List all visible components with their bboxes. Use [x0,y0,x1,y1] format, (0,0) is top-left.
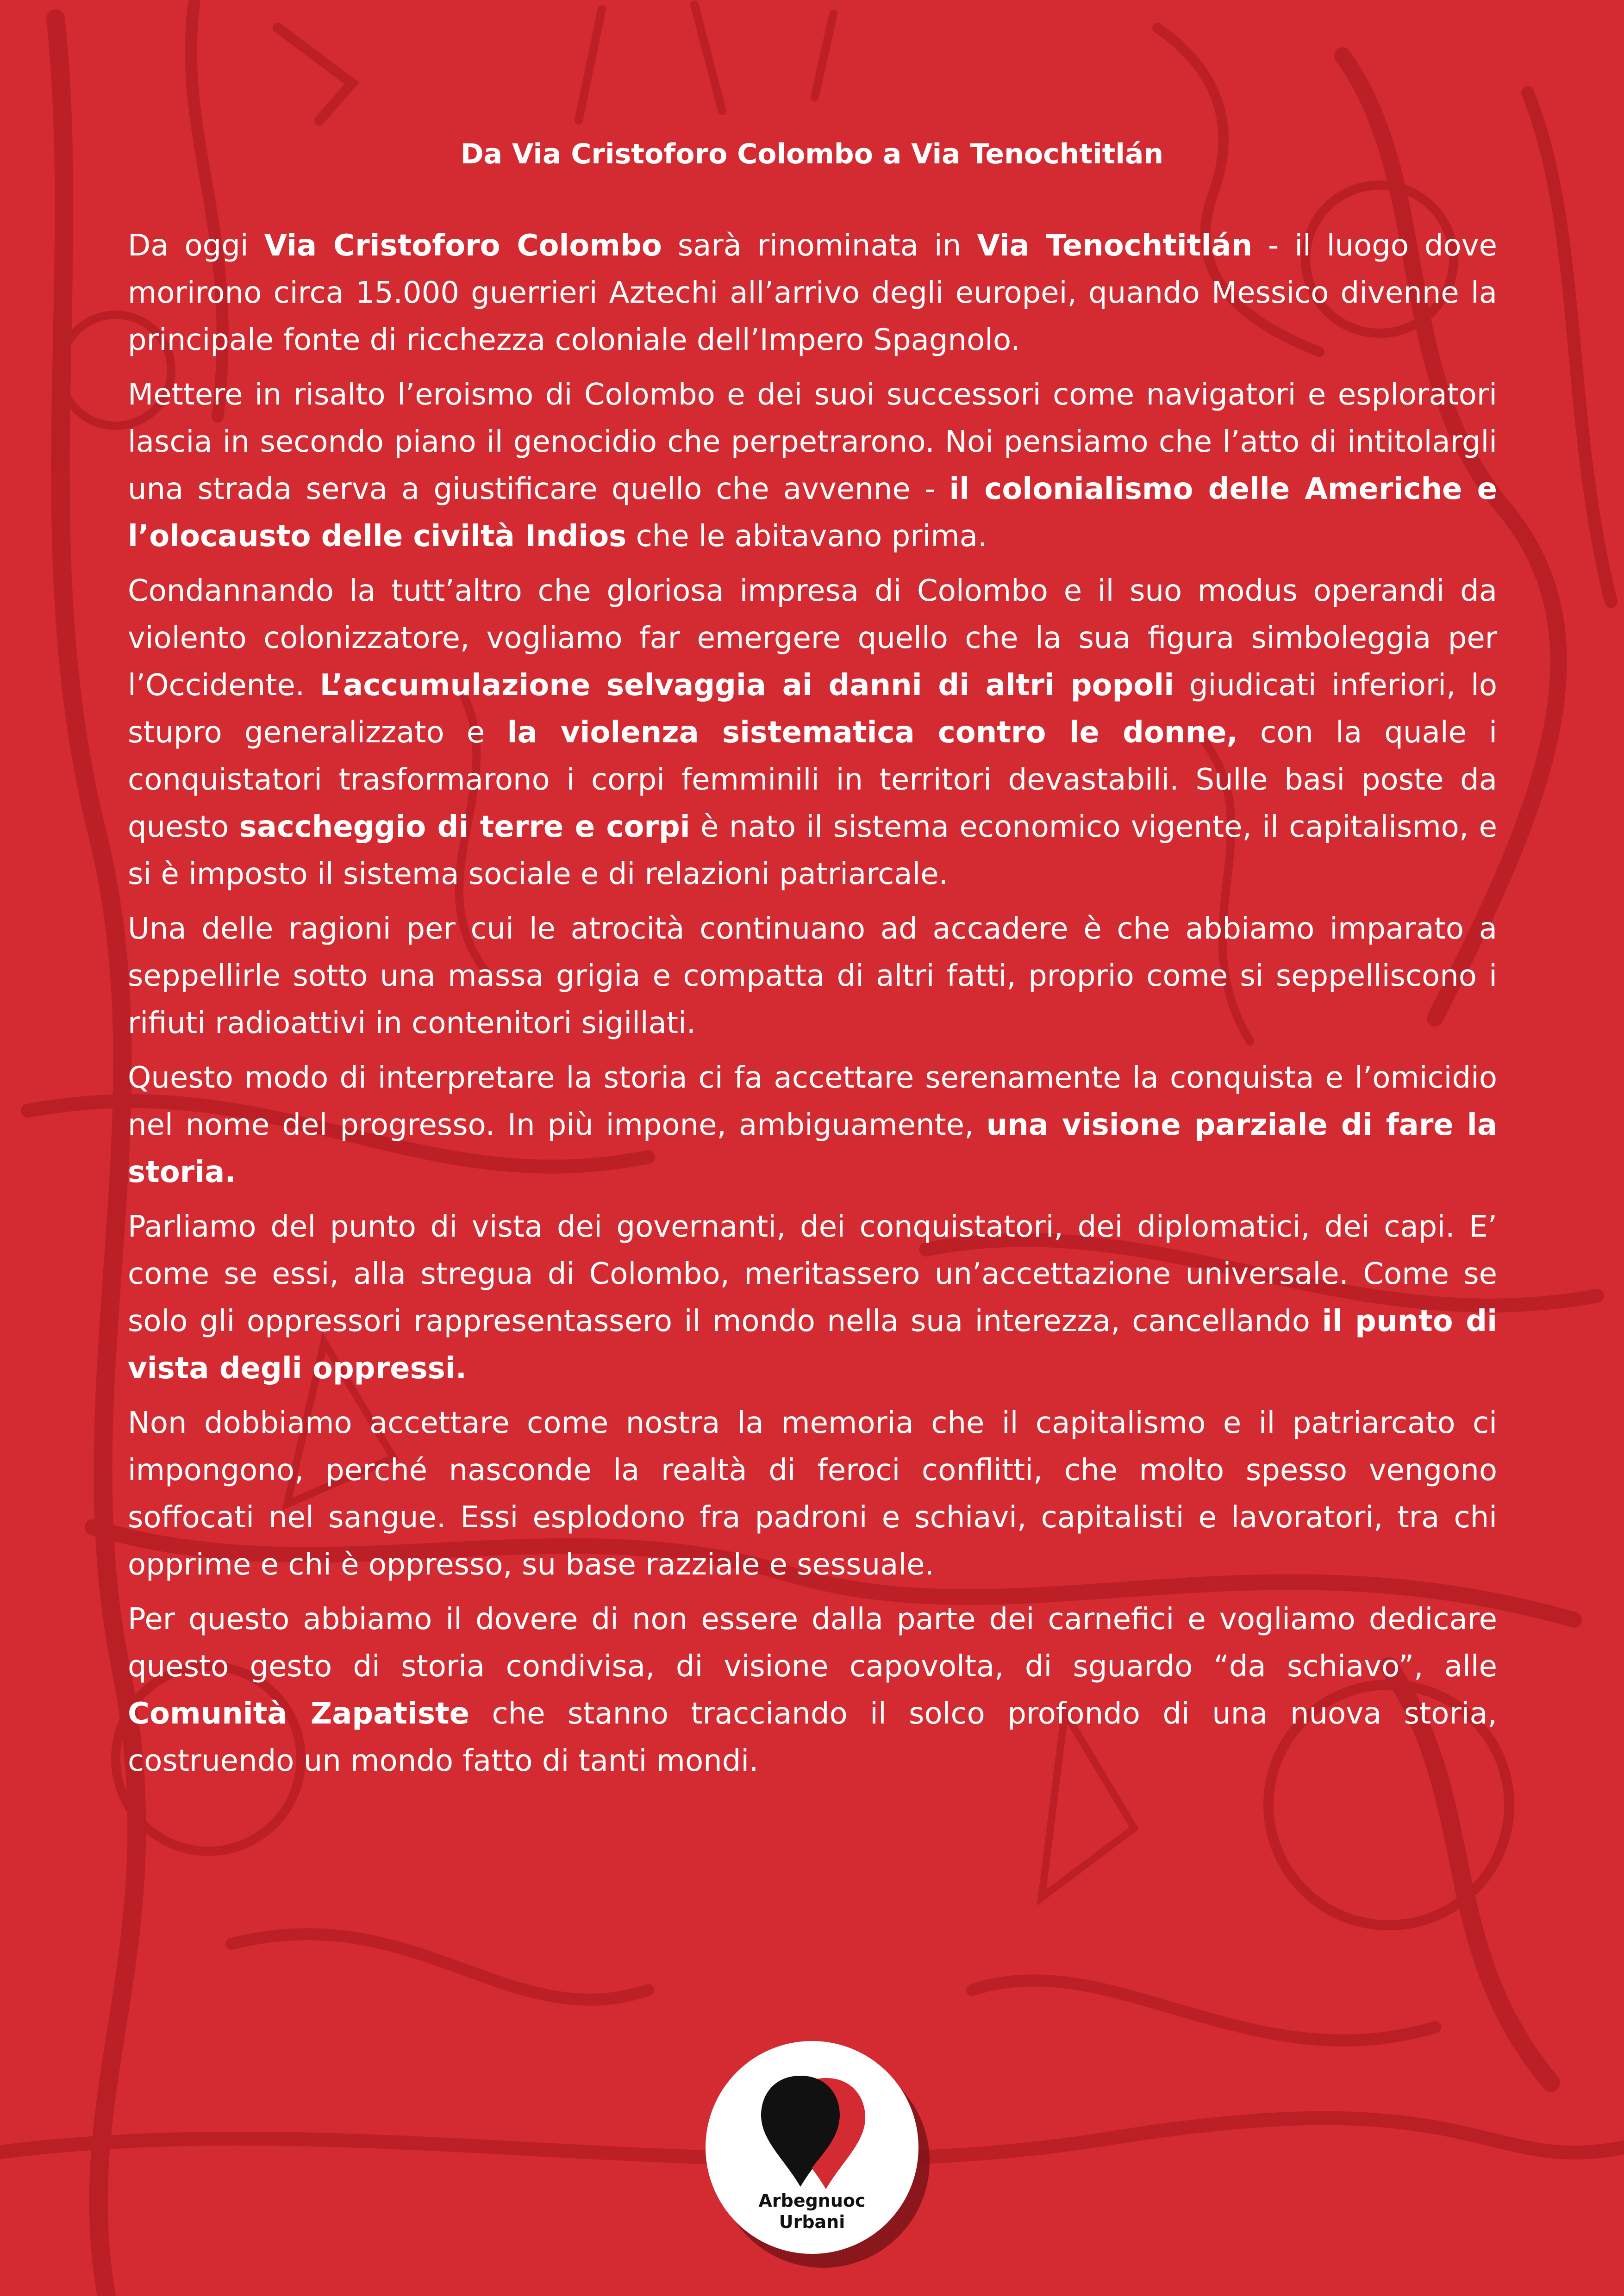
emphasis-text: una visione parziale di fare la storia. [128,1108,1498,1189]
emphasis-text: il colonialismo delle Americhe e l’olocausto delle civiltà Indios [128,472,1498,554]
logo-text [706,2190,918,2233]
body-paragraph [128,1400,1497,1588]
body-text-run: Per questo abbiamo il dovere di non essere dalla parte dei carnefici e vogliamo dedicare questo gesto di storia condivisa, di visione capovolta, di sguardo “da schiavo”, alle [128,1602,1497,1684]
body-paragraph [128,1054,1497,1196]
body-text-run: è nato il sistema economico vigente, il capitalismo, e si è imposto il sistema sociale e di relazioni patriarcale. [128,810,1498,891]
map-pin-pair-icon [756,2050,868,2198]
emphasis-text: saccheggio di terre e corpi [239,810,690,844]
emphasis-text: il punto di vista degli oppressi. [128,1304,1498,1386]
body-text-run: che stanno tracciando il solco profondo di una nuova storia, costruendo un mondo fatto di tanti mondi. [128,1697,1498,1778]
body-text-run: Questo modo di interpretare la storia ci fa accettare serenamente la conquista e l’omicidio nel nome del progresso. In più impone, ambiguamente, [128,1061,1497,1142]
body-text-run: giudicati inferiori, lo stupro generalizzato e [128,668,1498,750]
emphasis-text: Comunità Zapatiste [128,1697,470,1731]
emphasis-text: Via Tenochtitlán [977,229,1253,263]
body-paragraph [128,905,1497,1047]
emphasis-text: L’accumulazione selvaggia ai danni di altri popoli [319,668,1174,703]
poster-body [128,222,1497,1792]
body-paragraph [128,567,1497,898]
body-paragraph [128,1203,1497,1392]
body-text-run: Non dobbiamo accettare come nostra la memoria che il capitalismo e il patriarcato ci impongono, perché nasconde la realtà di feroci conflitti, che molto spesso vengono soffocati nel sangue. Essi esplodono fra padroni e schiavi, capitalisti e lavoratori, tra chi opprime e chi è oppresso, su base razziale e sessuale. [128,1406,1497,1582]
logo [706,2041,918,2254]
body-text-run: che le abitavano prima. [626,519,987,554]
body-text-run: Una delle ragioni per cui le atrocità continuano ad accadere è che abbiamo imparato a seppellirle sotto una massa grigia e compatta di altri fatti, proprio come si seppelliscono i rifiuti radioattivi in contenitori sigillati. [128,912,1497,1040]
body-text-run: sarà rinominata in [662,229,977,263]
poster-title: Da Via Cristoforo Colombo a Via Tenochtitlán [460,138,1164,170]
body-text-run: - il luogo dove morirono circa 15.000 guerrieri Aztechi all’arrivo degli europei, quando Messico divenne la principale fonte di ricchezza coloniale dell’Impero Spagnolo. [128,229,1498,357]
body-text-run: Mettere in risalto l’eroismo di Colombo e dei suoi successori come navigatori e esploratori lascia in secondo piano il genocidio che perpetrarono. Noi pensiamo che l’atto di intitolargli una strada serva a giustificare quello che avvenne - [128,378,1497,506]
body-paragraph [128,371,1497,560]
body-text-run: Parliamo del punto di vista dei governanti, dei conquistatori, dei diplomatici, dei capi. E’ come se essi, alla stregua di Colombo, meritassero un’accettazione universale. Come se solo gli oppressori rappresentassero il mondo nella sua interezza, cancellando [128,1210,1497,1338]
emphasis-text: Via Cristoforo Colombo [264,229,662,263]
body-text-run: Da oggi [128,229,264,263]
body-text-run: Condannando la tutt’altro che gloriosa impresa di Colombo e il suo modus operandi da violento colonizzatore, vogliamo far emergere quello che la sua figura simboleggia per l’Occidente. [128,574,1497,703]
body-paragraph [128,1596,1497,1785]
logo-badge [706,2041,918,2254]
emphasis-text: la violenza sistematica contro le donne, [507,716,1238,750]
body-text-run: con la quale i conquistatori trasformarono i corpi femminili in territori devastabili. Sulle basi poste da questo [128,716,1497,844]
body-paragraph [128,222,1497,364]
logo-line-2: Urbani [779,2212,845,2232]
logo-line-1: Arbegnuoc [758,2190,866,2211]
